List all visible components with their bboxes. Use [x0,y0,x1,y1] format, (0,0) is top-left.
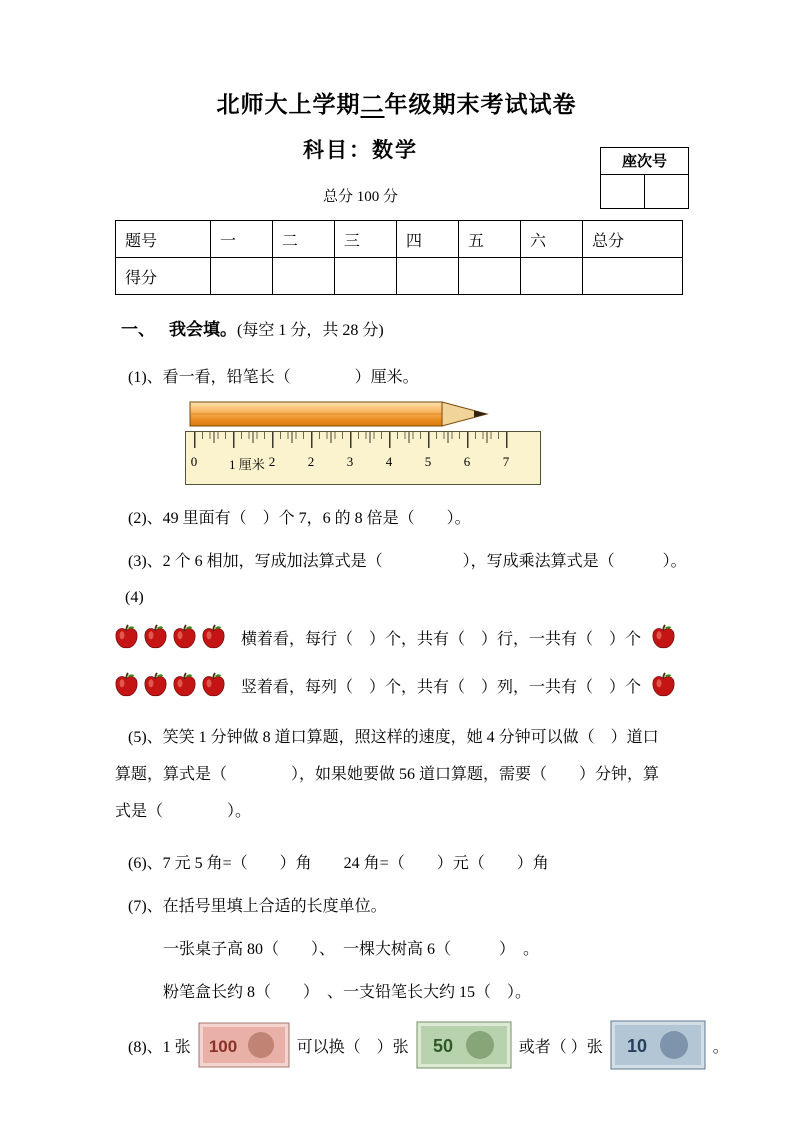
page-title [0,0,793,119]
title-grade-underlined: 二 [360,92,385,117]
ruler-label: 1 厘米 [229,457,265,472]
question-5-block [0,719,793,830]
section-number: 一、 [121,320,155,339]
question-4-label: (4) [125,589,144,606]
score-cell-empty [397,258,459,295]
ruler-label: 7 [502,454,510,469]
ruler-label: 4 [385,454,393,469]
question-8-mid2: 或者（ ）张 [518,1038,603,1056]
question-1-text: (1)、看一看，铅笔长（ ）厘米。 [128,369,419,386]
bill-10-image [610,1020,706,1070]
apple-right [650,623,677,651]
question-4-row1-text: 横着看，每行（ ）个，共有（ ）行，一共有（ ）个 [241,630,642,648]
question-6-text: (6)、7 元 5 角=（ ）角 24 角=（ ）元（ ）角 [128,855,549,872]
ruler-label: 2 [268,454,276,469]
bill-50-value: 50 [432,1036,453,1056]
apple-icon [200,671,227,699]
pencil-image [189,397,501,431]
apple-icon [171,623,198,651]
apple-icon [113,671,140,699]
score-table [115,220,683,295]
seat-cells [601,175,688,208]
bill-10-value: 10 [626,1036,647,1056]
apple-icon [171,671,198,699]
apple-icon [650,671,677,699]
apple-icon [142,671,169,699]
pencil-ruler-figure [185,397,549,485]
seat-cell [601,175,645,208]
question-5-line3: 式是（ ）。 [115,803,252,820]
seat-number-box [600,147,689,209]
table-header-cell: 二 [273,221,335,258]
section-note: (每空 1 分，共 28 分) [237,322,384,339]
question-3-text: (3)、2 个 6 相加，写成加法算式是（ ），写成乘法算式是（ ）。 [128,553,687,570]
ruler-label: 6 [463,454,471,469]
score-cell-empty [335,258,397,295]
score-row [116,258,683,295]
seat-label: 座次号 [601,148,688,175]
subject-title: 科目：数学 [303,138,418,162]
table-header-cell: 一 [211,221,273,258]
apple-icon [142,623,169,651]
score-cell-empty [459,258,521,295]
table-header-cell: 题号 [116,221,211,258]
question-5-line2: 算题，算式是（ ），如果她要做 56 道口算题，需要（ ）分钟，算 [115,766,660,783]
score-cell-empty [583,258,683,295]
apple-right [650,671,677,699]
score-row-label: 得分 [116,258,211,295]
question-7-line1: 一张桌子高 80（ ）、 一棵大树高 6（ ） 。 [163,941,540,958]
question-8-prefix: (8)、1 张 [128,1038,191,1056]
bill-100-image [198,1022,290,1068]
table-header-cell: 五 [459,221,521,258]
question-7-text: (7)、在括号里填上合适的长度单位。 [128,898,387,915]
ruler-label: 0 [190,454,198,469]
question-5-line1: (5)、笑笑 1 分钟做 8 道口算题，照这样的速度，她 4 分钟可以做（ ）道口 [128,729,659,746]
apple-group [113,671,227,699]
bill-100-value: 100 [208,1037,237,1056]
table-header-cell: 三 [335,221,397,258]
apple-icon [650,623,677,651]
question-8-row [128,1020,793,1070]
ruler-image [185,431,541,485]
apple-group [113,623,227,651]
score-cell-empty [273,258,335,295]
score-cell-empty [211,258,273,295]
section-title: 我会填。 [169,320,237,339]
question-2-text: (2)、49 里面有（ ）个 7，6 的 8 倍是（ ）。 [128,510,471,527]
apple-row [113,667,793,703]
table-header-cell: 六 [521,221,583,258]
score-cell-empty [521,258,583,295]
apple-icon [113,623,140,651]
question-4-row2-text: 竖着看，每列（ ）个，共有（ ）列，一共有（ ）个 [241,678,642,696]
table-header-cell: 四 [397,221,459,258]
question-7-line2: 粉笔盒长约 8（ ） 、一支铅笔长大约 15（ ）。 [163,984,532,1001]
question-8-mid1: 可以换（ ）张 [296,1038,409,1056]
title-prefix: 北师大上学期 [216,92,361,117]
table-header-row [116,221,683,258]
title-suffix: 年级期末考试试卷 [384,92,577,117]
total-score: 总分 100 分 [322,189,398,205]
apple-row [113,619,793,655]
apple-icon [200,623,227,651]
table-header-cell: 总分 [583,221,683,258]
question-8-suffix: 。 [712,1038,729,1056]
section-1-heading [121,315,793,340]
seat-cell [645,175,688,208]
ruler-label: 2 [307,454,315,469]
ruler-label: 3 [346,454,354,469]
bill-50-image [416,1021,512,1069]
ruler-label: 5 [424,454,432,469]
